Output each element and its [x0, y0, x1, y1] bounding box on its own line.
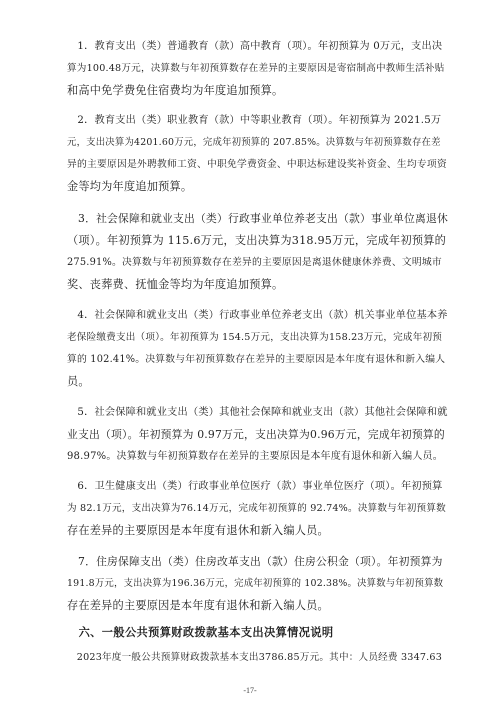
text-line: 4．社会保障和就业支出（类）行政事业单位养老支出（款）机关事业单位基本养	[67, 310, 448, 321]
text-line: 和高中免学费免住宿费均为年度追加预算。	[67, 84, 284, 97]
text-line: 奖、丧葬费、抚恤金等均为年度追加预算。	[67, 278, 284, 291]
text-line: 191.8万元，支出决算为196.36万元，完成年初预算的 102.38%。决算数与年初预算数	[67, 578, 444, 589]
text-line: 为 82.1万元，支出决算为76.14万元，完成年初预算的 92.74%。决算数与年初预算数	[67, 503, 446, 514]
text-line: （项）。年初预算为 115.6万元，支出决算为318.95万元，完成年初预算的	[67, 234, 446, 247]
text-line: 算的 102.41%。决算数与年初预算数存在差异的主要原因是本年度有退休和新入编人	[67, 354, 446, 365]
text-line: 6．卫生健康支出（类）行政事业单位医疗（款）事业单位医疗（项）。年初预算	[67, 481, 443, 492]
text-line: 98.97%。决算数与年初预算数存在差异的主要原因是本年度有退休和新入编人员。	[67, 451, 443, 462]
text-line: 2023年度一般公共预算财政拨款基本支出3786.85万元。其中：人员经费 3347.63	[67, 652, 443, 663]
text-line: 员。	[67, 375, 90, 388]
text-line: 业支出（项）。年初预算为 0.97万元，支出决算为0.96万元，完成年初预算的	[67, 428, 445, 441]
text-line: 异的主要原因是外聘教师工资、中职免学费资金、中职达标建设奖补资金、生均专项资	[67, 159, 447, 170]
page-number: -17-	[243, 686, 257, 695]
text-line: 金等均为年度追加预算。	[67, 180, 193, 193]
text-line: 存在差异的主要原因是本年度有退休和新入编人员。	[67, 599, 329, 612]
text-line: 3．社会保障和就业支出（类）行政事业单位养老支出（款）事业单位离退休	[67, 212, 448, 225]
text-line: 算为100.48万元，决算数与年初预算数存在差异的主要原因是寄宿制高中教师生活补贴	[67, 63, 445, 74]
text-line: 元，支出决算为4201.60万元，完成年初预算的 207.85%。决算数与年初预算数存在差	[67, 137, 441, 148]
text-line: 老保险缴费支出（项）。年初预算为 154.5万元，支出决算为158.23万元，完成年初预	[67, 332, 443, 343]
text-line: 存在差异的主要原因是本年度有退休和新入编人员。	[67, 524, 329, 537]
text-line: 5．社会保障和就业支出（类）其他社会保障和就业支出（款）其他社会保障和就	[67, 407, 448, 418]
text-line: 275.91%。决算数与年初预算数存在差异的主要原因是离退休健康休养费、文明城市	[67, 257, 442, 268]
text-line: 1．教育支出（类）普通教育（款）高中教育（项）。年初预算为 0万元，支出决	[67, 41, 443, 52]
text-line: 7．住房保障支出（类）住房改革支出（款）住房公积金（项）。年初预算为	[67, 555, 443, 568]
section-heading: 六、一般公共预算财政拨款基本支出决算情况说明	[67, 626, 334, 639]
text-line: 2．教育支出（类）职业教育（款）中等职业教育（项）。年初预算为 2021.5万	[67, 115, 442, 126]
